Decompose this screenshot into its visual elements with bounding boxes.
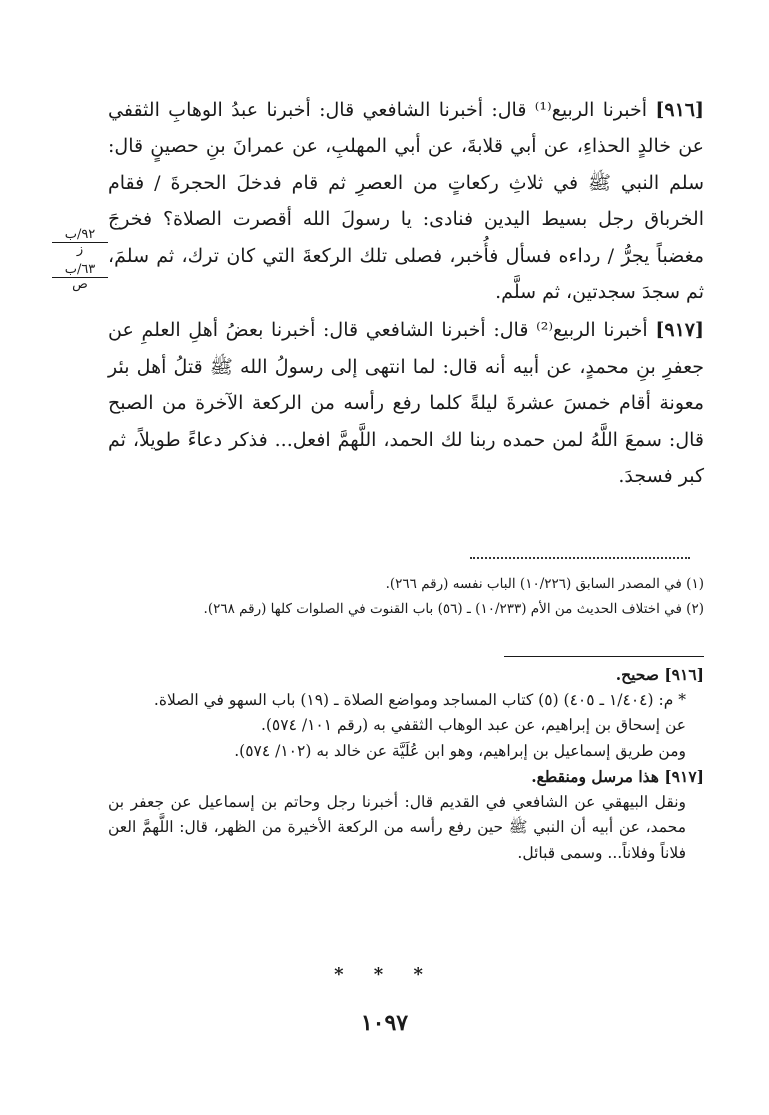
hadith-916 bbox=[108, 92, 704, 310]
manuscript-siglum: ز bbox=[76, 242, 84, 257]
takhrij-text: ونقل البيهقي عن الشافعي في القديم قال: أخبرنا رجل وحاتم بن إسماعيل عن جعفر بن محمد، عن أبيه أن النبي ﷺ حين رفع رأسه من الركعة الأخيرة من الظهر، قال: اللَّهمَّ العن فلاناً وفلاناً... وسمى قبائل. bbox=[108, 792, 686, 862]
footnote: (١) في المصدر السابق (١٠/٢٢٦) الباب نفسه (رقم ٢٦٦). bbox=[385, 576, 704, 592]
section-end-stars: * * * bbox=[334, 964, 435, 985]
takhrij-line: ومن طريق إسماعيل بن إبراهيم، وهو ابن عُلَيَّة عن خالد به (١٠٢/ ٥٧٤). bbox=[234, 741, 686, 760]
takhrij-line: عن إسحاق بن إبراهيم، عن عبد الوهاب الثقفي به (رقم ١٠١/ ٥٧٤). bbox=[260, 716, 686, 734]
folio-number: ٦٣/ب bbox=[52, 263, 108, 278]
hadith-number: [٩١٦] bbox=[655, 99, 704, 121]
main-text bbox=[108, 92, 704, 494]
footnote: (٢) في اختلاف الحديث من الأم (١٠/٢٣٣) ـ (٥٦) باب القنوت في الصلوات كلها (رقم ٢٦٨). bbox=[203, 601, 704, 617]
manuscript-siglum: ص bbox=[72, 277, 88, 292]
page-number: ١٠٩٧ bbox=[360, 1010, 409, 1036]
takhrij-separator bbox=[504, 656, 704, 657]
takhrij-heading: [٩١٧] هذا مرسل ومنقطع. bbox=[531, 767, 704, 786]
hadith-number: [٩١٧] bbox=[655, 319, 704, 342]
folio-number: ٩٢/ب bbox=[52, 228, 108, 243]
footnote-separator bbox=[470, 557, 690, 559]
manuscript-folio-note bbox=[52, 263, 108, 292]
manuscript-folio-note bbox=[52, 228, 108, 257]
hadith-text: أخبرنا الربيع⁽¹⁾ قال: أخبرنا الشافعي قال: أخبرنا عبدُ الوهابِ الثقفي عن خالدٍ الحذاءِ، عن أبي قلابةَ، عن أبي المهلبِ، عن عمرانَ بنِ حصينٍ قال: سلم النبي ﷺ في ثلاثِ ركعاتٍ من العصرِ ثم قام فدخلَ الحجرةَ / فقام الخرباق رجل بسيط اليدين فنادى: يا رسولَ الله أقصرت الصلاة؟ فخرجَ مغضباً يجرُّ / رداءه فسأل فأُخبر، فصلى تلك الركعةَ التي كان ترك، ثم سلمَ، ثم سجدَ سجدتين، ثم سلَّم. bbox=[108, 99, 704, 304]
footnotes bbox=[108, 572, 704, 622]
hadith-917 bbox=[108, 312, 704, 494]
takhrij-heading: [٩١٦] صحيح. bbox=[615, 665, 704, 684]
takhrij-source: * م: (١/٤٠٤ ـ ٤٠٥) (٥) كتاب المساجد ومواضع الصلاة ـ (١٩) باب السهو في الصلاة. bbox=[153, 690, 686, 709]
takhrij-section bbox=[108, 662, 704, 866]
hadith-text: أخبرنا الربيع⁽²⁾ قال: أخبرنا الشافعي قال: أخبرنا بعضُ أهلِ العلمِ عن جعفرِ بنِ محمدٍ، عن أبيه أنه قال: لما انتهى إلى رسولُ الله ﷺ قتلُ أهل بئر معونة أقام خمسَ عشرةَ ليلةً كلما رفع رأسه من الركعة الآخرة من الصبح قال: سمعَ اللَّهُ لمن حمده ربنا لك الحمد، اللَّهمَّ افعل... فذكر دعاءً طويلاً، ثم كبر فسجدَ. bbox=[108, 319, 704, 488]
